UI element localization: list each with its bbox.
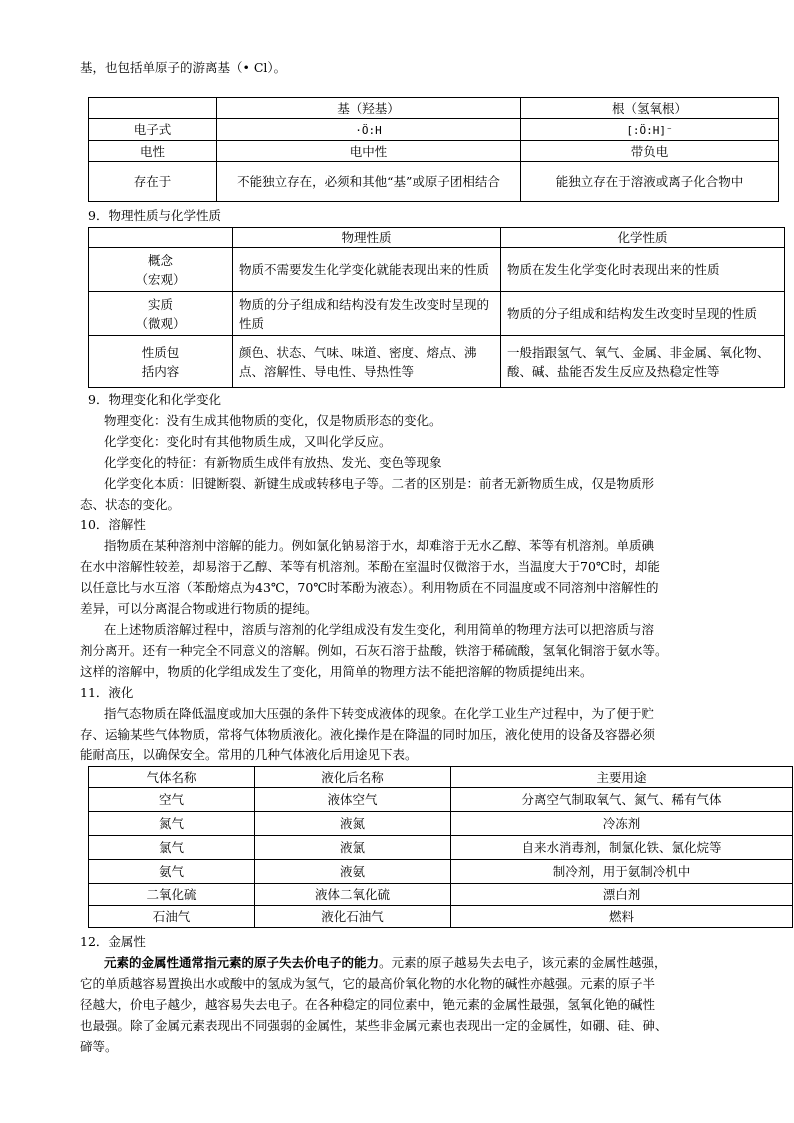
row-label: [89, 292, 233, 336]
table-cell: 漂白剂: [451, 884, 793, 906]
table-cell: 液体空气: [255, 788, 451, 812]
table-cell: 氯气: [89, 836, 255, 860]
intro-line: 基，也包括单原子的游离基（• Cl）。: [80, 60, 287, 75]
paragraph-line: 指物质在某种溶剂中溶解的能力。例如氯化钠易溶于水，却难溶于无水乙醇、苯等有机溶剂。单质碘: [104, 538, 655, 553]
table-physical-chemical-properties: [88, 227, 785, 388]
table-header-cell: 液化后名称: [255, 767, 451, 788]
table-cell: 物质的分子组成和结构没有发生改变时呈现的性质: [233, 292, 501, 336]
table-cell: 物质在发生化学变化时表现出来的性质: [501, 248, 785, 292]
hydroxyl-formula: [217, 119, 521, 141]
row-label: [89, 336, 233, 388]
table-cell: 液氯: [255, 836, 451, 860]
table-cell: 一般指跟氢气、氧气、金属、非金属、氧化物、酸、碱、盐能否发生反应及热稳定性等: [501, 336, 785, 388]
table-cell: 冷冻剂: [451, 812, 793, 836]
row-label: 电性: [89, 141, 217, 162]
paragraph-line: 存、运输某些气体物质，常将气体物质液化。液化操作是在降温的同时加压，液化使用的设备及容器必须: [80, 727, 656, 742]
paragraph-line: 这样的溶解中，物质的化学组成发生了变化，用简单的物理方法不能把溶解的物质提纯出来。: [80, 664, 593, 679]
table-cell: 带负电: [521, 141, 779, 162]
row-label-line: 性质包: [141, 344, 180, 360]
table-header-cell: 化学性质: [501, 228, 785, 248]
paragraph-line: 差异，可以分离混合物或进行物质的提纯。: [80, 601, 318, 616]
paragraph-line: 化学变化：变化时有其他物质生成，又叫化学反应。: [104, 434, 392, 449]
paragraph-line: 化学变化的特征：有新物质生成伴有放热、发光、变色等现象: [104, 455, 442, 470]
table-cell: 物质不需要发生化学变化就能表现出来的性质: [233, 248, 501, 292]
table-cell: 分离空气制取氧气、氮气、稀有气体: [451, 788, 793, 812]
paragraph-line: 物理变化：没有生成其他物质的变化，仅是物质形态的变化。: [104, 413, 442, 428]
paragraph-line: [104, 953, 667, 973]
row-label: 存在于: [89, 162, 217, 202]
paragraph-line: 能耐高压，以确保安全。常用的几种气体液化后用途见下表。: [80, 747, 418, 762]
table-header-cell: [89, 98, 217, 119]
paragraph-line: 化学变化本质：旧键断裂、新键生成或转移电子等。二者的区别是：前者无新物质生成，仅是物质形: [104, 476, 655, 491]
table-header-cell: 气体名称: [89, 767, 255, 788]
table-cell: 液体二氧化硫: [255, 884, 451, 906]
row-label-line: （宏观）: [135, 271, 186, 287]
paragraph-line: 也最强。除了金属元素表现出不同强弱的金属性，某些非金属元素也表现出一定的金属性，如硼、硅、砷、: [80, 1018, 668, 1033]
row-label: 电子式: [89, 119, 217, 141]
hydroxide-electron-formula: [:Ö:H]⁻: [626, 123, 673, 137]
paragraph-line: 径越大，价电子越少，越容易失去电子。在各种稳定的同位素中，铯元素的金属性最强，氢氧化铯的碱性: [80, 997, 656, 1012]
table-header-cell: 物理性质: [233, 228, 501, 248]
section-title: 9．物理性质与化学性质: [88, 208, 221, 223]
paragraph-line: 态、状态的变化。: [80, 497, 181, 512]
table-cell: 液氮: [255, 812, 451, 836]
section-title: 10．溶解性: [80, 517, 146, 532]
table-cell: 燃料: [451, 906, 793, 928]
table-cell: 液化石油气: [255, 906, 451, 928]
table-header-cell: 主要用途: [451, 767, 793, 788]
row-label-line: 实质: [147, 296, 173, 312]
paragraph-line: 以任意比与水互溶（苯酚熔点为43℃，70℃时苯酚为液态）。利用物质在不同温度或不同溶剂中溶解性的: [80, 580, 659, 595]
table-cell: 液氨: [255, 860, 451, 884]
table-cell: 物质的分子组成和结构发生改变时呈现的性质: [501, 292, 785, 336]
section-title: 12．金属性: [80, 934, 146, 949]
table-cell: 不能独立存在，必须和其他“基”或原子团相结合: [217, 162, 521, 202]
paragraph-line: 在水中溶解性较差，却易溶于乙醇、苯等有机溶剂。苯酚在室温时仅微溶于水，当温度大于70℃时，却能: [80, 559, 660, 574]
table-cell: 颜色、状态、气味、味道、密度、熔点、沸点、溶解性、导电性、导热性等: [233, 336, 501, 388]
bold-lead-text: 元素的金属性通常指元素的原子失去价电子的能力: [104, 955, 380, 970]
row-label-line: 概念: [147, 252, 173, 268]
table-header-cell: [89, 228, 233, 248]
hydroxyl-electron-formula: ·Ö:H: [355, 123, 382, 137]
section-title: 9．物理变化和化学变化: [88, 392, 221, 407]
paragraph-line: 在上述物质溶解过程中，溶质与溶剂的化学组成没有发生变化，利用简单的物理方法可以把溶质与溶: [104, 622, 655, 637]
paragraph-line: 剂分离开。还有一种完全不同意义的溶解。例如，石灰石溶于盐酸，铁溶于稀硫酸，氢氧化铜溶于氨水等。: [80, 643, 668, 658]
paragraph-line: 它的单质越容易置换出水或酸中的氢成为氢气，它的最高价氧化物的水化物的碱性亦越强。元素的原子半: [80, 976, 656, 991]
table-cell: 电中性: [217, 141, 521, 162]
table-cell: 石油气: [89, 906, 255, 928]
table-cell: 氨气: [89, 860, 255, 884]
hydroxide-formula: [521, 119, 779, 141]
table-cell: 能独立存在于溶液或离子化合物中: [521, 162, 779, 202]
table-gas-liquefaction: [88, 766, 793, 928]
row-label-line: 括内容: [141, 363, 180, 379]
row-label: [89, 248, 233, 292]
section-title: 11．液化: [80, 685, 134, 700]
lead-rest-text: 。元素的原子越易失去电子，该元素的金属性越强，: [379, 955, 667, 970]
table-cell: 空气: [89, 788, 255, 812]
table-header-cell: 基（羟基）: [217, 98, 521, 119]
paragraph-line: 碲等。: [80, 1039, 118, 1054]
table-radical-vs-ion: [88, 97, 779, 202]
table-cell: 氮气: [89, 812, 255, 836]
table-cell: 自来水消毒剂，制氯化铁、氯化烷等: [451, 836, 793, 860]
paragraph-line: 指气态物质在降低温度或加大压强的条件下转变成液体的现象。在化学工业生产过程中，为了便于贮: [104, 706, 655, 721]
table-cell: 二氧化硫: [89, 884, 255, 906]
row-label-line: （微观）: [135, 315, 186, 331]
table-header-cell: 根（氢氧根）: [521, 98, 779, 119]
table-cell: 制冷剂，用于氨制冷机中: [451, 860, 793, 884]
